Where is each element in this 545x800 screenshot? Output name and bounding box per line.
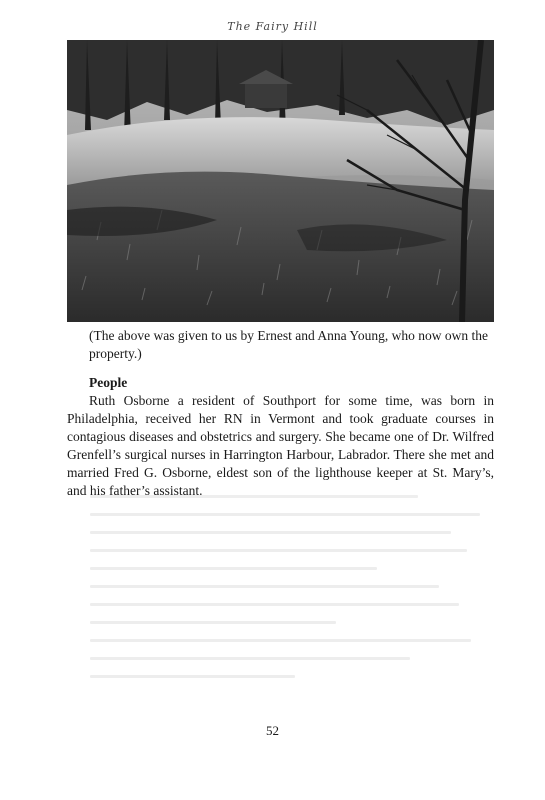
photo-caption: (The above was given to us by Ernest and Anna Young, who now own the property.) (89, 328, 488, 361)
body-paragraph: Ruth Osborne a resident of Southport for some time, was born in Philadelphia, received her RN in Vermont and took graduate courses in contagious diseases and obstetrics and surgery. She became one of Dr. Wilfred Grenfell’s surgical nurses in Harrington Harbour, Labrador. There she met and married Fred G. Osborne, eldest son of the lighthouse keeper at St. Mary’s, and his father’s assistant. (67, 393, 494, 499)
photo-illustration (67, 40, 494, 322)
section-heading: People (89, 375, 128, 390)
show-through-text (90, 495, 500, 715)
page-number: 52 (266, 723, 279, 738)
landscape-photo (67, 40, 494, 322)
handwritten-title: The Fairy Hill (227, 20, 318, 33)
